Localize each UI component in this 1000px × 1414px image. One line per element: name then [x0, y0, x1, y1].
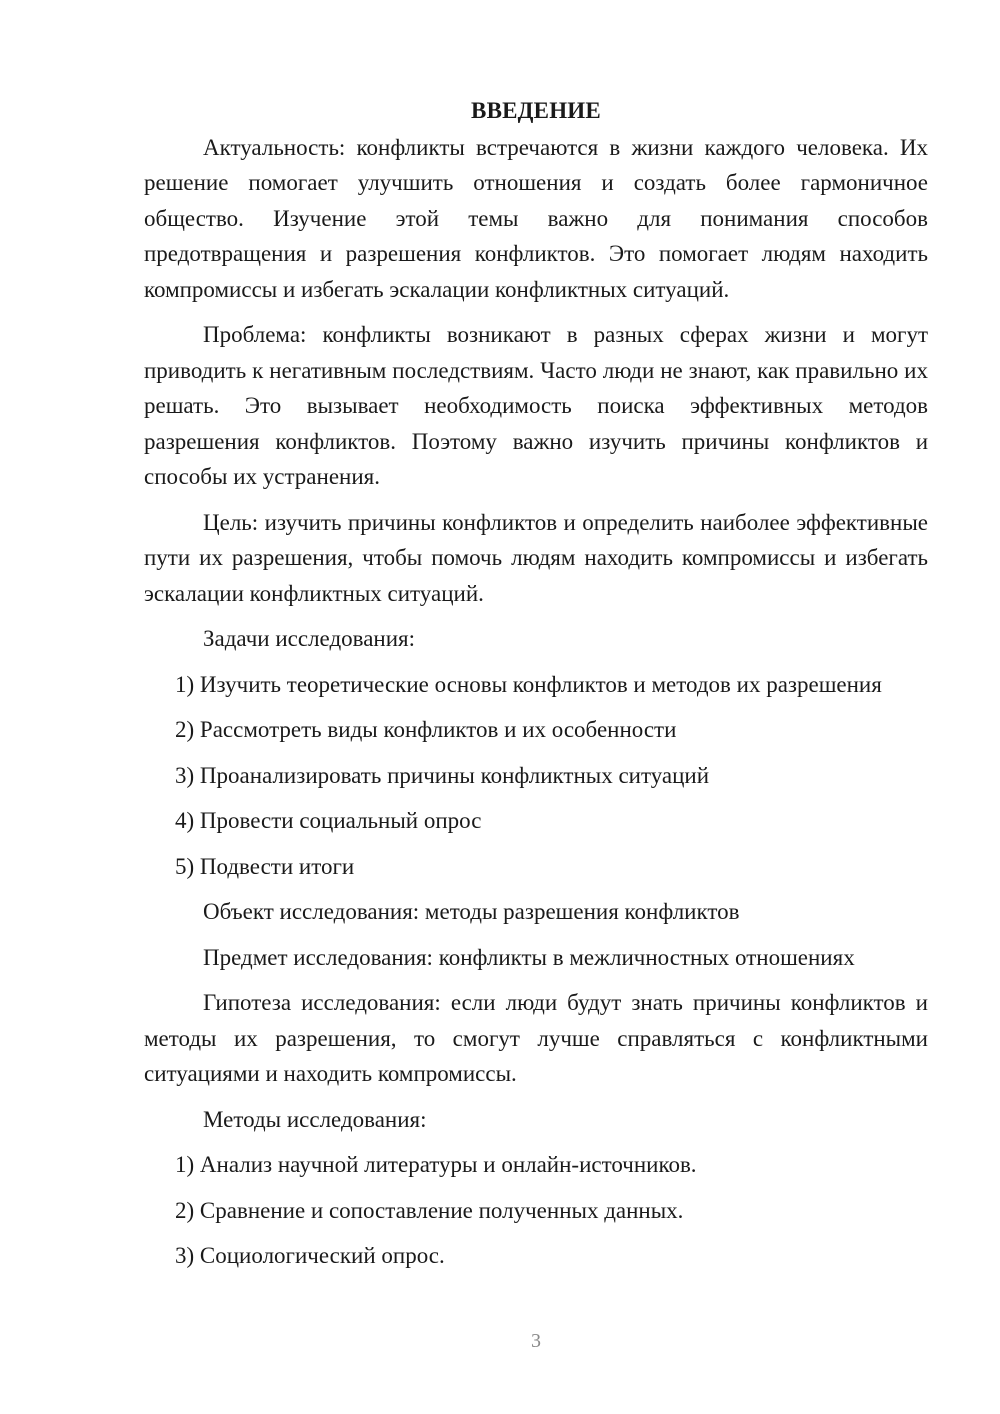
task-item: 3) Проанализировать причины конфликтных ситуаций [175, 762, 710, 788]
method-item: 1) Анализ научной литературы и онлайн-источников. [175, 1152, 697, 1177]
section-title: ВВЕДЕНИЕ [471, 98, 601, 123]
hypothesis-paragraph: Гипотеза исследования: если люди будут знать причины конфликтов и методы их разрешения, то смогут лучше справляться с конфликтными ситуациями и находить компромиссы. [144, 990, 928, 1086]
task-item: 4) Провести социальный опрос [175, 808, 482, 833]
research-object: Объект исследования: методы разрешения конфликтов [203, 899, 740, 924]
goal-paragraph: Цель: изучить причины конфликтов и определить наиболее эффективные пути их разрешения, чтобы помочь людям находить компромиссы и избегать эскалации конфликтных ситуаций. [144, 509, 928, 606]
methods-heading: Методы исследования: [203, 1106, 427, 1132]
relevance-paragraph: Актуальность: конфликты встречаются в жизни каждого человека. Их решение помогает улучшить отношения и создать более гармоничное общество. Изучение этой темы важно для понимания способов предотвращения и разрешения конфликтов. Это помогает людям находить компромиссы и избегать эскалации конфликтных ситуаций. [144, 134, 928, 302]
problem-paragraph: Проблема: конфликты возникают в разных сферах жизни и могут приводить к негативным последствиям. Часто люди не знают, как правильно их решать. Это вызывает необходимость поиска эффективных методов разрешения конфликтов. Поэтому важно изучить причины конфликтов и способы их устранения. [144, 322, 928, 489]
page-content [144, 93, 928, 1284]
page-number: 3 [531, 1330, 541, 1352]
task-item: 1) Изучить теоретические основы конфликтов и методов их разрешения [175, 671, 882, 697]
task-item: 2) Рассмотреть виды конфликтов и их особенности [175, 717, 677, 742]
method-item: 2) Сравнение и сопоставление полученных данных. [175, 1197, 684, 1223]
method-item: 3) Социологический опрос. [175, 1243, 445, 1268]
task-item: 5) Подвести итоги [175, 853, 355, 879]
tasks-heading: Задачи исследования: [203, 626, 416, 651]
research-subject: Предмет исследования: конфликты в межличностных отношениях [203, 944, 855, 970]
